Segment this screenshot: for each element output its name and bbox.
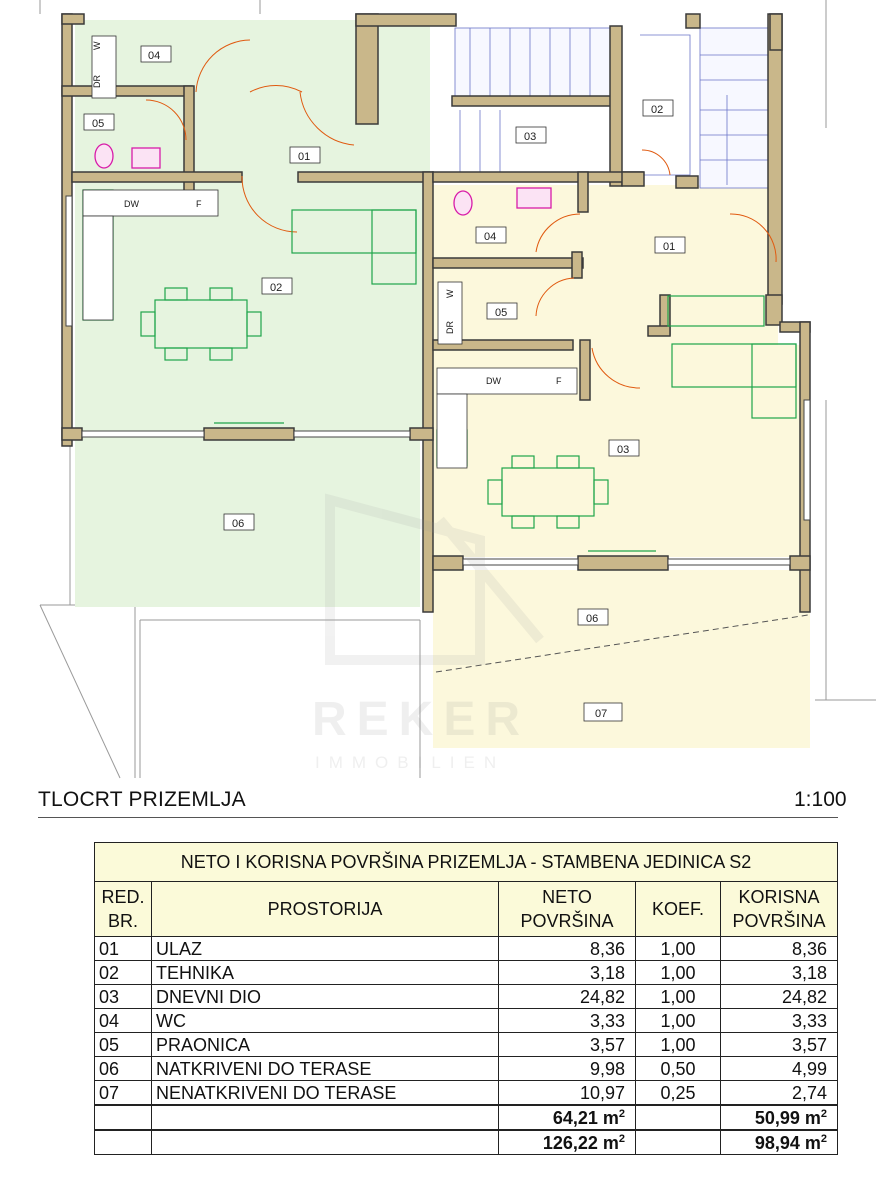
area-table bbox=[94, 842, 838, 1155]
total-korisna bbox=[721, 1130, 838, 1155]
watermark-sub: IMMOBILIEN bbox=[315, 753, 506, 772]
row-number: 05 bbox=[95, 1033, 152, 1057]
total-neto-value: 126,22 m bbox=[542, 1132, 619, 1153]
row-neto-area: 9,98 bbox=[499, 1057, 636, 1081]
total-korisna-value: 98,94 m bbox=[754, 1132, 821, 1153]
header-prostorija: PROSTORIJA bbox=[152, 882, 499, 937]
row-neto-area: 10,97 bbox=[499, 1081, 636, 1106]
row-neto-area: 8,36 bbox=[499, 937, 636, 961]
total-neto-exp: 2 bbox=[618, 1132, 625, 1145]
row-usable-area: 3,33 bbox=[721, 1009, 838, 1033]
table-row bbox=[95, 1081, 838, 1106]
row-number: 03 bbox=[95, 985, 152, 1009]
watermark-brand: REKER bbox=[312, 693, 531, 746]
subtotal-korisna-value: 50,99 m bbox=[754, 1107, 821, 1128]
drawing-title: TLOCRT PRIZEMLJA bbox=[38, 788, 246, 811]
row-usable-area: 4,99 bbox=[721, 1057, 838, 1081]
row-usable-area: 24,82 bbox=[721, 985, 838, 1009]
table-row bbox=[95, 961, 838, 985]
row-neto-area: 3,33 bbox=[499, 1009, 636, 1033]
row-room-name: PRAONICA bbox=[152, 1033, 499, 1057]
room-label-right-01: 01 bbox=[663, 241, 676, 253]
room-label-left-04: 04 bbox=[148, 50, 161, 62]
dishwasher-label-right: DW bbox=[486, 376, 501, 386]
room-label-left-06: 06 bbox=[232, 518, 245, 530]
subtotal-korisna bbox=[721, 1105, 838, 1130]
total-neto bbox=[499, 1130, 636, 1155]
table-row bbox=[95, 937, 838, 961]
room-label-right-02: 02 bbox=[651, 104, 664, 116]
row-room-name: TEHNIKA bbox=[152, 961, 499, 985]
table-caption: NETO I KORISNA POVRŠINA PRIZEMLJA - STAMBENA JEDINICA S2 bbox=[95, 843, 838, 882]
table-row bbox=[95, 985, 838, 1009]
header-korisna bbox=[721, 882, 838, 937]
row-usable-area: 8,36 bbox=[721, 937, 838, 961]
subtotal-row bbox=[95, 1105, 838, 1130]
row-coefficient: 1,00 bbox=[636, 985, 721, 1009]
row-coefficient: 1,00 bbox=[636, 937, 721, 961]
row-room-name: ULAZ bbox=[152, 937, 499, 961]
room-label-right-06: 06 bbox=[586, 613, 599, 625]
room-label-left-05: 05 bbox=[92, 118, 105, 130]
row-room-name: DNEVNI DIO bbox=[152, 985, 499, 1009]
table-row bbox=[95, 1009, 838, 1033]
row-usable-area: 3,18 bbox=[721, 961, 838, 985]
header-koef: KOEF. bbox=[636, 882, 721, 937]
fridge-label-right: F bbox=[556, 376, 562, 386]
room-label-left-02: 02 bbox=[270, 282, 283, 294]
title-divider bbox=[38, 817, 838, 818]
row-room-name: WC bbox=[152, 1009, 499, 1033]
row-coefficient: 1,00 bbox=[636, 1009, 721, 1033]
header-korisna-line2: POVRŠINA bbox=[732, 911, 826, 931]
header-neto bbox=[499, 882, 636, 937]
row-coefficient: 1,00 bbox=[636, 961, 721, 985]
room-label-right-03: 03 bbox=[617, 444, 630, 456]
header-red-br-line1: RED. bbox=[101, 887, 145, 907]
dishwasher-label-left: DW bbox=[124, 199, 139, 209]
row-neto-area: 3,18 bbox=[499, 961, 636, 985]
room-label-right-04: 04 bbox=[484, 231, 497, 243]
total-row bbox=[95, 1130, 838, 1155]
row-number: 02 bbox=[95, 961, 152, 985]
drawing-scale: 1:100 bbox=[794, 788, 847, 811]
row-number: 04 bbox=[95, 1009, 152, 1033]
header-red-br bbox=[95, 882, 152, 937]
row-number: 01 bbox=[95, 937, 152, 961]
row-neto-area: 3,57 bbox=[499, 1033, 636, 1057]
dryer-label-left: DR bbox=[92, 75, 102, 88]
fridge-label-left: F bbox=[196, 199, 202, 209]
subtotal-neto bbox=[499, 1105, 636, 1130]
header-neto-line1: NETO bbox=[542, 887, 592, 907]
header-red-br-line2: BR. bbox=[107, 911, 138, 931]
row-usable-area: 3,57 bbox=[721, 1033, 838, 1057]
table-row bbox=[95, 1033, 838, 1057]
row-number: 07 bbox=[95, 1081, 152, 1106]
row-room-name: NATKRIVENI DO TERASE bbox=[152, 1057, 499, 1081]
room-label-right-03-stair: 03 bbox=[524, 131, 537, 143]
table-row bbox=[95, 1057, 838, 1081]
total-korisna-exp: 2 bbox=[820, 1132, 827, 1145]
washer-label-right: W bbox=[445, 289, 455, 298]
room-label-right-05: 05 bbox=[495, 307, 508, 319]
dryer-label-right: DR bbox=[445, 321, 455, 334]
row-usable-area: 2,74 bbox=[721, 1081, 838, 1106]
row-coefficient: 1,00 bbox=[636, 1033, 721, 1057]
washer-label-left: W bbox=[92, 41, 102, 50]
room-label-left-01: 01 bbox=[298, 151, 311, 163]
subtotal-korisna-exp: 2 bbox=[820, 1107, 827, 1120]
row-coefficient: 0,50 bbox=[636, 1057, 721, 1081]
subtotal-neto-exp: 2 bbox=[618, 1107, 625, 1120]
row-number: 06 bbox=[95, 1057, 152, 1081]
row-neto-area: 24,82 bbox=[499, 985, 636, 1009]
subtotal-neto-value: 64,21 m bbox=[552, 1107, 619, 1128]
room-label-right-07: 07 bbox=[595, 708, 608, 720]
header-neto-line2: POVRŠINA bbox=[520, 911, 614, 931]
header-korisna-line1: KORISNA bbox=[738, 887, 820, 907]
row-room-name: NENATKRIVENI DO TERASE bbox=[152, 1081, 499, 1106]
row-coefficient: 0,25 bbox=[636, 1081, 721, 1106]
